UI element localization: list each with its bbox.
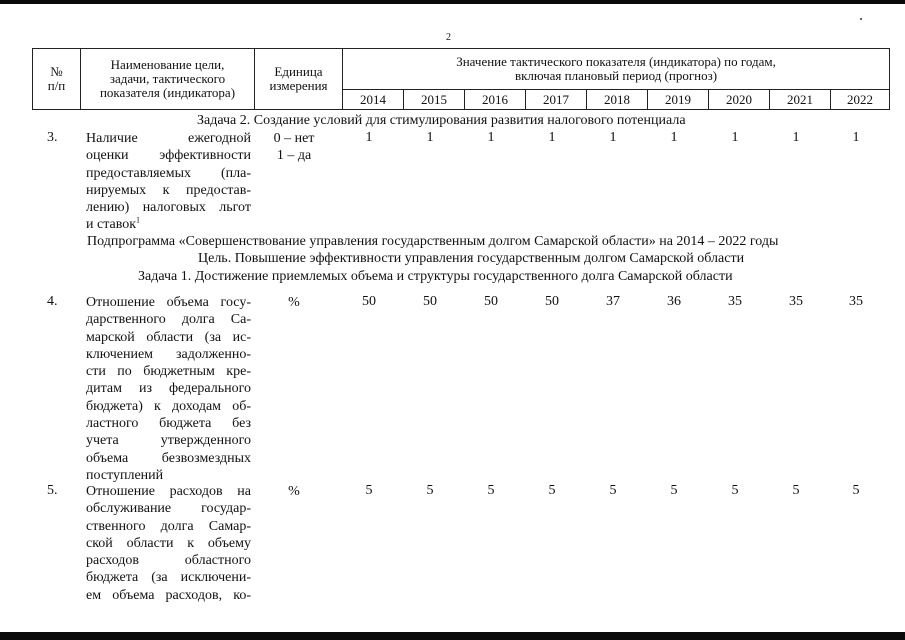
name-line: оценки эффективности (86, 148, 251, 164)
value-2014: 1 (365, 130, 373, 145)
value-2017: 50 (545, 294, 559, 309)
value-2019: 5 (670, 483, 678, 498)
name-line: марской области (за ис- (86, 329, 251, 345)
value-2020: 1 (731, 130, 739, 145)
unit-cell: % (288, 295, 300, 310)
unit-cell (262, 130, 326, 164)
value-2016: 1 (487, 130, 495, 145)
row-number: 3. (47, 130, 58, 145)
name-line: учета утвержденного (86, 433, 251, 449)
indicator-name (86, 483, 251, 604)
name-line: бюджета) к доходам об- (86, 398, 251, 414)
value-2021: 1 (792, 130, 800, 145)
value-2017: 1 (548, 130, 556, 145)
name-line: ственного долга Самар- (86, 518, 251, 534)
year-cell: 2015 (404, 90, 465, 110)
year-cell: 2019 (648, 90, 709, 110)
goal-title: Цель. Повышение эффективности управления государственным долгом Самарской области (198, 251, 745, 266)
unit-cell: % (288, 484, 300, 499)
name-line: дитам из федерального (86, 381, 251, 397)
scan-top-border (0, 0, 905, 4)
header-values-title-1: Значение тактического показателя (индикатора) по годам, (456, 54, 776, 69)
header-num-label: № п/п (47, 64, 66, 93)
year-cell: 2017 (526, 90, 587, 110)
name-line: нируемых к предостав- (86, 182, 251, 198)
header-values-col (343, 49, 890, 90)
year-cell: 2020 (709, 90, 770, 110)
page-number: 2 (446, 32, 451, 43)
header-unit-label: Единица измерения (269, 64, 328, 93)
value-2022: 35 (849, 294, 863, 309)
name-line: бюджета (за исключени- (86, 570, 251, 586)
value-2020: 5 (731, 483, 739, 498)
header-name-col (81, 49, 255, 110)
value-2021: 5 (792, 483, 800, 498)
year-cell: 2018 (587, 90, 648, 110)
name-line: лению) налоговых льгот (86, 200, 251, 216)
value-2014: 5 (365, 483, 373, 498)
name-line (86, 216, 251, 233)
value-2015: 5 (426, 483, 434, 498)
name-line: расходов областного (86, 553, 251, 569)
scan-bottom-border (0, 632, 905, 640)
value-2022: 5 (852, 483, 860, 498)
header-num-col (33, 49, 81, 110)
name-line: ключением задолженно- (86, 346, 251, 362)
year-cell: 2016 (465, 90, 526, 110)
value-2021: 35 (789, 294, 803, 309)
name-line: сти по бюджетным кре- (86, 364, 251, 380)
value-2016: 5 (487, 483, 495, 498)
footnote-marker: 1 (136, 215, 141, 225)
unit-line: 1 – да (276, 148, 312, 163)
value-2018: 1 (609, 130, 617, 145)
section-task2: Задача 2. Создание условий для стимулирования развития налогового потенциала (197, 113, 686, 128)
row-number: 4. (47, 294, 58, 309)
header-unit-col (255, 49, 343, 110)
value-2014: 50 (362, 294, 376, 309)
header-values-title-2: включая плановый период (прогноз) (514, 68, 718, 83)
name-line: ем объема расходов, ко- (86, 587, 251, 603)
name-line: Отношение объема госу- (86, 295, 251, 310)
indicator-name (86, 130, 251, 234)
name-line-text: и ставок (86, 217, 137, 233)
value-2018: 37 (606, 294, 620, 309)
value-2022: 1 (852, 130, 860, 145)
scan-speck (860, 18, 862, 20)
value-2015: 1 (426, 130, 434, 145)
name-line: Наличие ежегодной (86, 131, 251, 146)
value-2020: 35 (728, 294, 742, 309)
unit-line: 0 – нет (273, 131, 315, 146)
name-line: Отношение расходов на (86, 484, 251, 499)
header-name-label: Наименование цели, задачи, тактического показателя (индикатора) (99, 57, 236, 100)
value-2016: 50 (484, 294, 498, 309)
name-line: ластного бюджета без (86, 416, 251, 432)
name-line: ской области к объему (86, 535, 251, 551)
value-2015: 50 (423, 294, 437, 309)
year-cell: 2014 (343, 90, 404, 110)
name-line: обслуживание государ- (86, 501, 251, 517)
indicator-name (86, 294, 251, 484)
year-cell: 2022 (831, 90, 890, 110)
value-2019: 1 (670, 130, 678, 145)
value-2019: 36 (667, 294, 681, 309)
value-2018: 5 (609, 483, 617, 498)
section-task1: Задача 1. Достижение приемлемых объема и структуры государственного долга Самарской области (138, 269, 733, 284)
indicator-table-header (32, 48, 890, 110)
row-number: 5. (47, 483, 58, 498)
name-line: поступлений (86, 467, 164, 483)
name-line: дарственного долга Са- (86, 312, 251, 328)
name-line: объема безвозмездных (86, 450, 251, 466)
name-line: предоставляемых (пла- (86, 165, 251, 181)
year-cell: 2021 (770, 90, 831, 110)
value-2017: 5 (548, 483, 556, 498)
subprogram-title: Подпрограмма «Совершенствование управления государственным долгом Самарской области» на 2014 – 2022 годы (87, 234, 779, 249)
